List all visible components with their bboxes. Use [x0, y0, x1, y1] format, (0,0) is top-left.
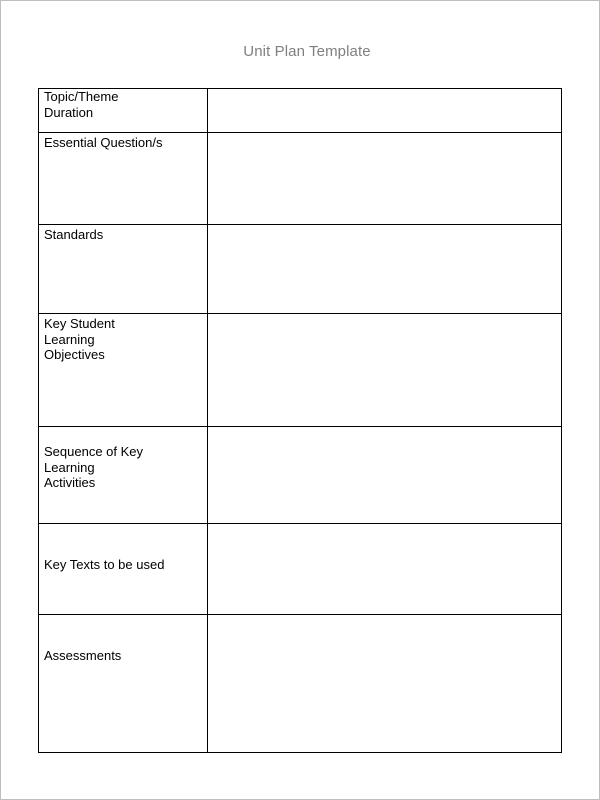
learning-activities-entry-cell[interactable]: [208, 427, 562, 524]
row-label-learning-objectives: Key Student Learning Objectives: [44, 316, 115, 362]
table-row-assessments: [39, 615, 562, 753]
table-row-standards: [39, 225, 562, 314]
row-label-cell: [39, 314, 208, 427]
key-texts-entry-cell[interactable]: [208, 524, 562, 615]
row-label-essential-questions: Essential Question/s: [44, 135, 163, 150]
table-row-topic: [39, 89, 562, 133]
assessments-entry-cell[interactable]: [208, 615, 562, 753]
row-label-cell: [39, 524, 208, 615]
row-label-assessments: Assessments: [44, 648, 122, 663]
topic-duration-entry-cell[interactable]: [208, 89, 562, 133]
row-label-cell: [39, 133, 208, 225]
unit-plan-table: [38, 88, 562, 753]
row-label-learning-activities: Sequence of Key Learning Activities: [44, 444, 144, 490]
table-row-key-texts: [39, 524, 562, 615]
row-label-cell: [39, 427, 208, 524]
learning-objectives-entry-cell[interactable]: [208, 314, 562, 427]
row-label-topic-duration: Topic/Theme Duration: [44, 89, 119, 120]
document-title: Unit Plan Template: [243, 43, 371, 60]
table-row-essential-questions: [39, 133, 562, 225]
row-label-cell: [39, 615, 208, 753]
essential-questions-entry-cell[interactable]: [208, 133, 562, 225]
row-label-key-texts: Key Texts to be used: [44, 557, 165, 572]
table-row-learning-activities: [39, 427, 562, 524]
row-label-cell: [39, 89, 208, 133]
row-label-standards: Standards: [44, 227, 104, 242]
table-row-learning-objectives: [39, 314, 562, 427]
standards-entry-cell[interactable]: [208, 225, 562, 314]
row-label-cell: [39, 225, 208, 314]
